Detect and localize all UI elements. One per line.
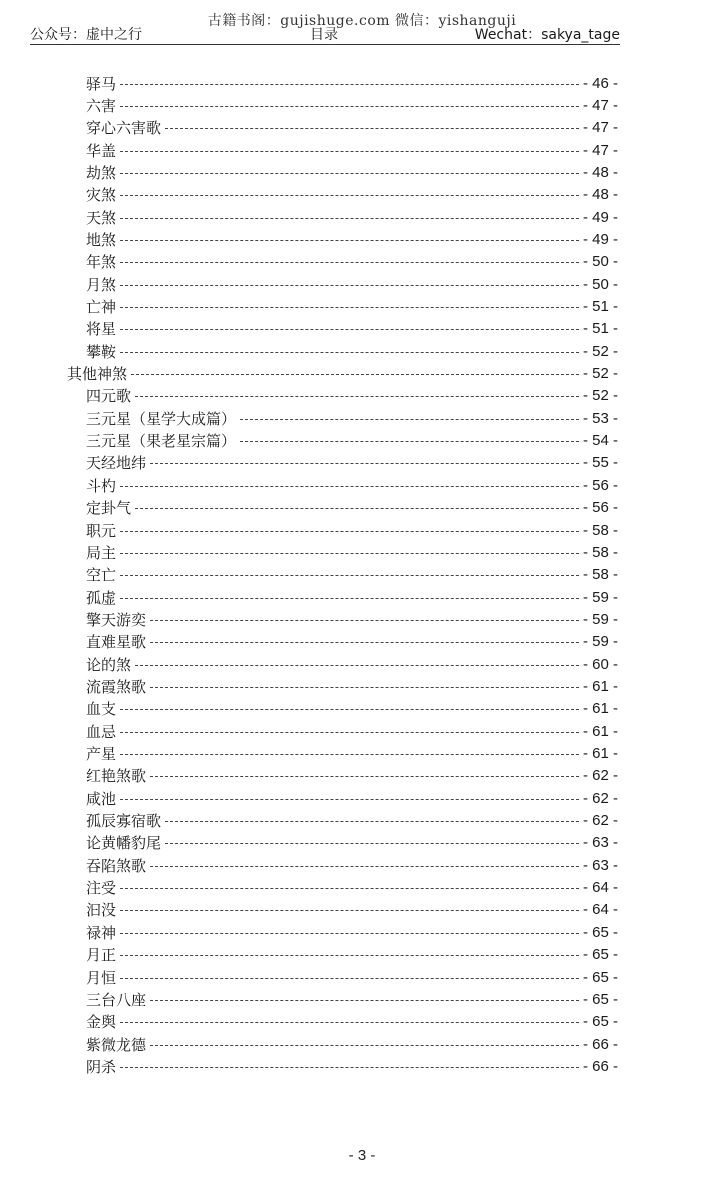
toc-entry-title: 劫煞 (86, 163, 117, 182)
toc-entry[interactable] (86, 519, 618, 541)
page-header (30, 22, 620, 45)
toc-entry-page: - 61 - (582, 677, 618, 695)
toc-entry[interactable] (86, 206, 618, 228)
toc-entry-title: 攀鞍 (86, 342, 117, 361)
toc-entry[interactable] (86, 966, 618, 988)
toc-entry-title: 其他神煞 (67, 365, 128, 384)
toc-entry[interactable] (67, 363, 618, 385)
toc-entry[interactable] (86, 653, 618, 675)
toc-entry-title: 红艳煞歌 (86, 767, 147, 786)
toc-entry-title: 天经地纬 (86, 454, 147, 473)
toc-entry-page: - 65 - (582, 946, 618, 964)
toc-entry-title: 紫微龙德 (86, 1035, 147, 1054)
toc-entry[interactable] (86, 854, 618, 876)
toc-entry-page: - 60 - (582, 655, 618, 673)
header-title: 目录 (310, 27, 338, 43)
toc-dot-leader (120, 329, 579, 330)
toc-dot-leader (135, 665, 579, 666)
toc-entry-title: 金舆 (86, 1013, 117, 1032)
toc-entry[interactable] (86, 1033, 618, 1055)
toc-entry[interactable] (86, 385, 618, 407)
toc-entry-title: 孤辰寡宿歌 (86, 812, 162, 831)
toc-dot-leader (240, 419, 579, 420)
toc-entry-title: 月恒 (86, 968, 117, 987)
toc-entry[interactable] (86, 944, 618, 966)
toc-entry-title: 直难星歌 (86, 633, 147, 652)
toc-dot-leader (135, 508, 579, 509)
toc-dot-leader (120, 553, 579, 554)
toc-entry-title: 三元星（星学大成篇） (86, 409, 237, 428)
toc-entry-page: - 63 - (582, 834, 618, 852)
toc-entry-title: 空亡 (86, 566, 117, 585)
toc-entry-title: 阴杀 (86, 1057, 117, 1076)
toc-entry-title: 斗杓 (86, 476, 117, 495)
toc-entry-page: - 48 - (582, 186, 618, 204)
toc-entry-page: - 59 - (582, 588, 618, 606)
toc-entry[interactable] (86, 877, 618, 899)
toc-dot-leader (120, 352, 579, 353)
toc-entry-title: 产星 (86, 745, 117, 763)
toc-entry-page: - 56 - (582, 499, 618, 517)
toc-entry[interactable] (86, 988, 618, 1010)
toc-entry-page: - 52 - (582, 387, 618, 405)
toc-entry-title: 禄神 (86, 923, 117, 942)
toc-entry-page: - 61 - (582, 745, 618, 762)
toc-entry-title: 局主 (86, 543, 117, 562)
toc-entry-page: - 59 - (582, 610, 618, 628)
toc-dot-leader (150, 776, 579, 777)
toc-entry[interactable] (86, 743, 618, 765)
toc-entry-page: - 58 - (582, 566, 618, 584)
toc-entry[interactable] (86, 698, 618, 720)
toc-entry-page: - 51 - (582, 320, 618, 338)
toc-entry-title: 流霞煞歌 (86, 677, 147, 696)
toc-entry[interactable] (86, 921, 618, 943)
toc-dot-leader (120, 486, 579, 487)
toc-dot-leader (120, 709, 579, 710)
header-right-text: Wechat：sakya_tage (474, 27, 620, 43)
toc-entry-page: - 64 - (582, 879, 618, 897)
toc-entry[interactable] (86, 251, 618, 273)
toc-dot-leader (120, 799, 579, 800)
toc-entry[interactable] (86, 541, 618, 563)
toc-dot-leader (120, 240, 579, 241)
toc-entry[interactable] (86, 474, 618, 496)
toc-entry-title: 论黄幡豹尾 (86, 834, 162, 853)
toc-entry-title: 定卦气 (86, 499, 132, 518)
toc-entry[interactable] (86, 72, 618, 94)
toc-entry-title: 地煞 (86, 230, 117, 249)
toc-entry-page: - 50 - (582, 275, 618, 293)
toc-entry-page: - 62 - (582, 767, 618, 785)
toc-entry-page: - 47 - (582, 119, 618, 137)
toc-entry[interactable] (86, 631, 618, 653)
toc-entry-page: - 62 - (582, 812, 618, 830)
page-number: - 3 - (348, 1147, 376, 1164)
toc-entry-title: 吞陷煞歌 (86, 856, 147, 875)
toc-dot-leader (150, 1000, 579, 1001)
toc-entry[interactable] (86, 296, 618, 318)
toc-dot-leader (120, 218, 579, 219)
toc-entry[interactable] (86, 407, 618, 429)
toc-entry[interactable] (86, 228, 618, 250)
toc-dot-leader (120, 754, 579, 755)
toc-entry[interactable] (86, 139, 618, 161)
toc-entry-title: 擎天游奕 (86, 610, 147, 629)
toc-entry-page: - 65 - (582, 990, 618, 1008)
toc-entry-page: - 58 - (582, 543, 618, 561)
toc-dot-leader (150, 687, 579, 688)
toc-entry-title: 汩没 (86, 901, 117, 920)
toc-dot-leader (120, 910, 579, 911)
toc-dot-leader (120, 195, 579, 196)
toc-entry-page: - 52 - (582, 342, 618, 360)
toc-dot-leader (150, 642, 579, 643)
toc-entry[interactable] (86, 810, 618, 832)
toc-dot-leader (120, 285, 579, 286)
toc-entry[interactable] (86, 765, 618, 787)
toc-entry-title: 六害 (86, 96, 117, 115)
toc-dot-leader (165, 821, 579, 822)
toc-dot-leader (120, 955, 579, 956)
toc-entry[interactable] (86, 899, 618, 921)
toc-dot-leader (150, 866, 579, 867)
toc-entry-page: - 65 - (582, 1013, 618, 1031)
toc-entry[interactable] (86, 340, 618, 362)
toc-dot-leader (120, 598, 579, 599)
toc-entry[interactable] (86, 161, 618, 183)
toc-entry[interactable] (86, 452, 618, 474)
toc-dot-leader (135, 396, 579, 397)
toc-entry[interactable] (86, 430, 618, 452)
toc-entry-title: 血支 (86, 700, 117, 719)
toc-entry[interactable] (86, 832, 618, 854)
toc-dot-leader (120, 151, 579, 152)
toc-dot-leader (120, 307, 579, 308)
toc-entry[interactable] (86, 1055, 618, 1077)
watermark-text: 古籍书阁：gujishuge.com 微信：yishanguji (207, 13, 517, 29)
toc-entry-title: 驿马 (86, 74, 117, 93)
toc-entry[interactable] (86, 1011, 618, 1033)
toc-entry[interactable] (86, 675, 618, 697)
toc-dot-leader (120, 575, 579, 576)
toc-entry-title: 咸池 (86, 789, 117, 808)
toc-entry-title: 穿心六害歌 (86, 119, 162, 138)
toc-entry-title: 月正 (86, 946, 117, 965)
toc-entry-page: - 64 - (582, 901, 618, 919)
toc-entry[interactable] (86, 117, 618, 139)
toc-entry-page: - 47 - (582, 141, 618, 159)
toc-entry-page: - 52 - (582, 365, 618, 383)
toc-entry[interactable] (86, 608, 618, 630)
toc-entry-page: - 54 - (582, 432, 618, 450)
toc-entry-title: 将星 (86, 320, 117, 339)
toc-dot-leader (120, 1022, 579, 1023)
toc-dot-leader (165, 843, 579, 844)
toc-entry-title: 四元歌 (86, 387, 132, 406)
toc-entry-title: 职元 (86, 521, 117, 540)
toc-entry-title: 天煞 (86, 208, 117, 227)
header-left-text: 公众号：虚中之行 (30, 27, 142, 43)
toc-dot-leader (240, 441, 579, 442)
toc-dot-leader (120, 1067, 579, 1068)
toc-dot-leader (150, 1045, 579, 1046)
toc-dot-leader (120, 262, 579, 263)
toc-entry-page: - 66 - (582, 1057, 618, 1075)
toc-dot-leader (120, 106, 579, 107)
toc-entry-title: 三元星（果老星宗篇） (86, 432, 237, 451)
toc-entry-title: 灾煞 (86, 186, 117, 205)
toc-entry[interactable] (86, 586, 618, 608)
toc-entry-title: 月煞 (86, 275, 117, 294)
toc-entry-page: - 56 - (582, 476, 618, 494)
toc-entry[interactable] (86, 787, 618, 809)
toc-entry-page: - 46 - (582, 74, 618, 92)
toc-entry[interactable] (86, 497, 618, 519)
toc-entry-title: 孤虚 (86, 588, 117, 607)
toc-entry-page: - 49 - (582, 230, 618, 248)
toc-entry-page: - 51 - (582, 298, 618, 315)
toc-entry-title: 亡神 (86, 298, 117, 316)
toc-entry-page: - 61 - (582, 722, 618, 740)
toc-dot-leader (120, 732, 579, 733)
toc-dot-leader (120, 978, 579, 979)
toc-dot-leader (120, 888, 579, 889)
toc-entry[interactable] (86, 318, 618, 340)
toc-entry-page: - 65 - (582, 923, 618, 941)
toc-dot-leader (120, 84, 579, 85)
toc-entry-page: - 58 - (582, 521, 618, 539)
toc-entry-page: - 66 - (582, 1035, 618, 1053)
toc-entry-title: 论的煞 (86, 655, 132, 674)
toc-dot-leader (120, 933, 579, 934)
toc-entry-page: - 53 - (582, 409, 618, 427)
toc-entry-page: - 49 - (582, 208, 618, 226)
toc-entry-page: - 61 - (582, 700, 618, 718)
toc-entry-page: - 59 - (582, 633, 618, 651)
toc-entry[interactable] (86, 273, 618, 295)
toc-entry[interactable] (86, 564, 618, 586)
toc-entry-title: 三台八座 (86, 990, 147, 1009)
toc-dot-leader (150, 620, 579, 621)
toc-dot-leader (150, 463, 579, 464)
toc-entry[interactable] (86, 720, 618, 742)
toc-dot-leader (120, 531, 579, 532)
toc-entry-page: - 50 - (582, 253, 618, 271)
toc-entry-title: 血忌 (86, 722, 117, 741)
toc-entry-page: - 63 - (582, 856, 618, 874)
toc-entry-page: - 55 - (582, 454, 618, 472)
toc-entry-page: - 62 - (582, 789, 618, 807)
toc-dot-leader (131, 374, 579, 375)
toc-entry-title: 注受 (86, 879, 117, 898)
toc-dot-leader (165, 128, 579, 129)
toc-dot-leader (120, 173, 579, 174)
toc-entry-title: 年煞 (86, 253, 117, 272)
toc-entry-title: 华盖 (86, 141, 117, 160)
toc-entry[interactable] (86, 184, 618, 206)
toc-entry-page: - 48 - (582, 163, 618, 181)
toc-entry-page: - 65 - (582, 968, 618, 986)
toc-entry-page: - 47 - (582, 96, 618, 114)
toc-entry[interactable] (86, 94, 618, 116)
